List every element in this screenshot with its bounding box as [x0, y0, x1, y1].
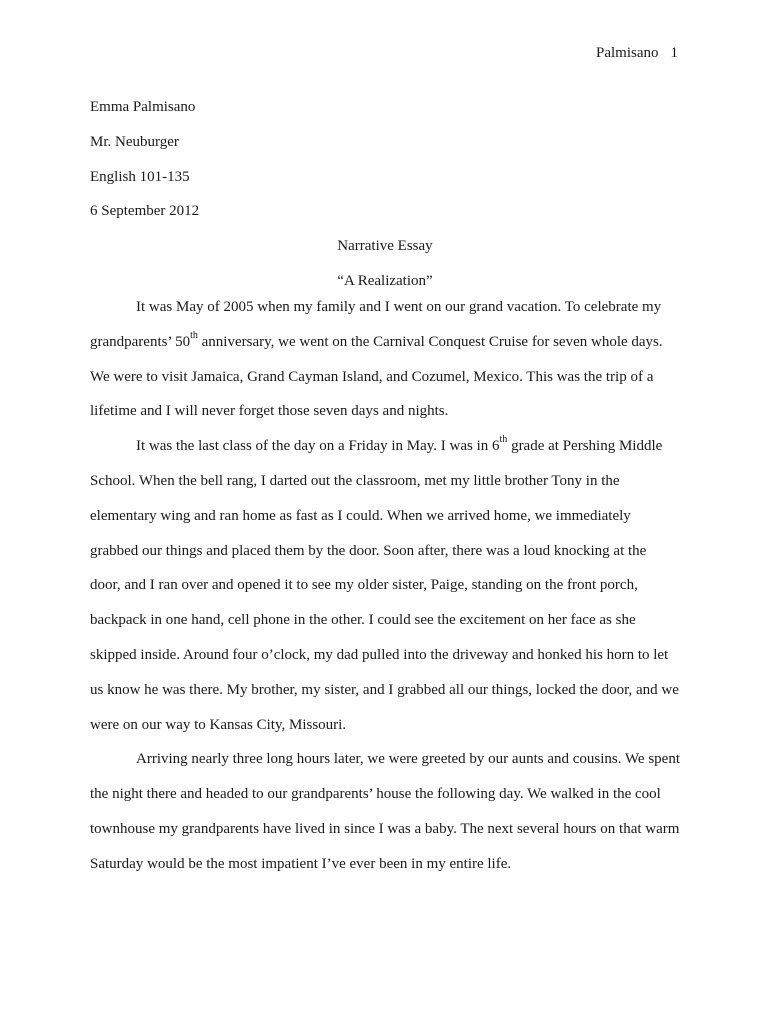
paragraph-1-part-b: anniversary, we went on the Carnival Conquest Cruise for seven whole days. We were to visit Jamaica, Grand Cayman Island, and Cozumel, Mexico. This was the trip of a lifetime and I will never forget those seven days and nights. [90, 333, 663, 420]
paragraph-2-part-b: grade at Pershing Middle School. When the bell rang, I darted out the classroom, met my little brother Tony in the elementary wing and ran home as fast as I could. When we arrived home, we immediately grabbed our things and placed them by the door. Soon after, there was a loud knocking at the door, and I ran over and opened it to see my older sister, Paige, standing on the front porch, backpack in one hand, cell phone in the other. I could see the excitement on her face as she skipped inside. Around four o’clock, my dad pulled into the driveway and honked his horn to let us know he was there. My brother, my sister, and I grabbed all our things, locked the door, and we were on our way to Kansas City, Missouri. [90, 438, 679, 733]
paragraph-2 [90, 429, 680, 742]
ordinal-suffix: th [190, 329, 198, 341]
paragraph-3: Arriving nearly three long hours later, we were greeted by our aunts and cousins. We spent the night there and headed to our grandparents’ house the following day. We walked in the cool townhouse my grandparents have lived in since I was a baby. The next several hours on that warm Saturday would be the most impatient I’ve ever been in my entire life. [90, 751, 680, 872]
ordinal-suffix: th [499, 434, 508, 446]
student-name: Emma Palmisano [90, 99, 196, 115]
essay-date: 6 September 2012 [90, 203, 200, 220]
running-header [596, 45, 678, 62]
essay-title: “A Realization” [337, 272, 433, 289]
mla-heading [90, 90, 680, 299]
paragraph-1-part-a: It was May of 2005 when my family and I went on our grand vacation. To celebrate my grandparents’ 50 [90, 299, 662, 350]
paragraph-2-part-a: It was the last class of the day on a Friday in May. I was in 6 [136, 438, 500, 455]
paragraph-1 [90, 290, 680, 429]
essay-type: Narrative Essay [337, 238, 433, 255]
essay-body [90, 290, 680, 882]
header-surname: Palmisano [596, 45, 659, 61]
course-name: English 101-135 [90, 168, 190, 185]
page-number: 1 [670, 45, 678, 61]
instructor-name: Mr. Neuburger [90, 133, 179, 150]
